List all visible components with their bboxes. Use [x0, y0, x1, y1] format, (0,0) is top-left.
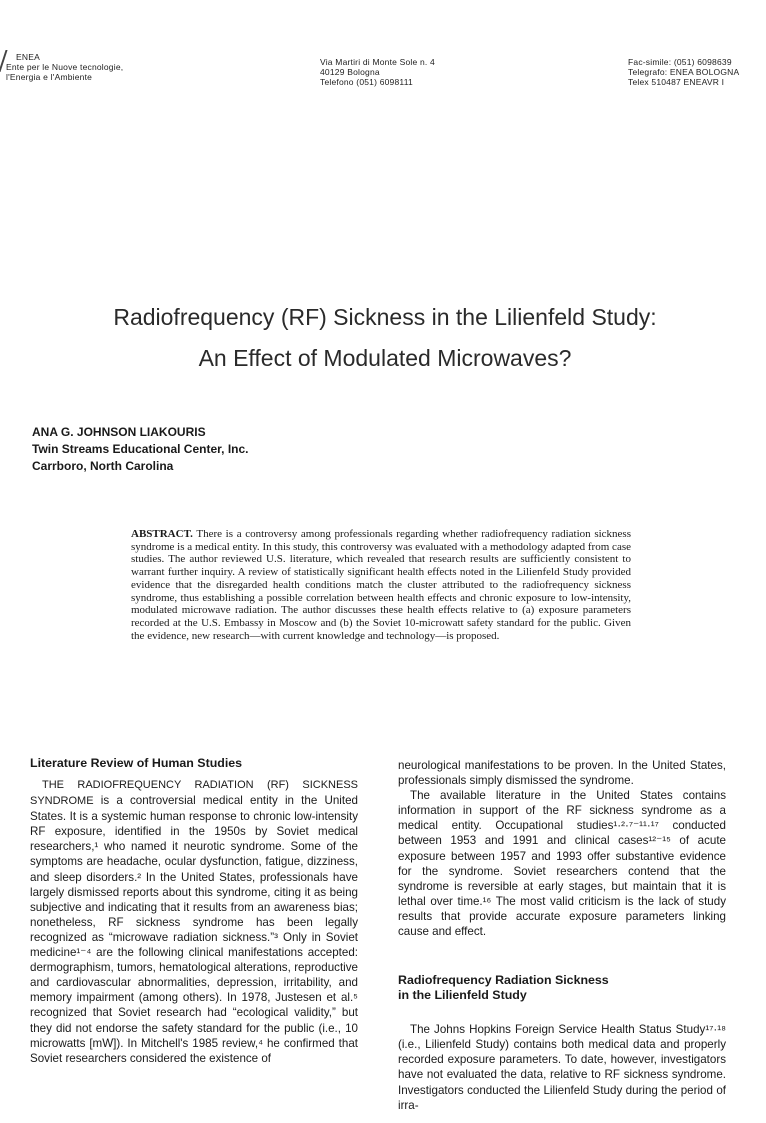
header-left-line: ENEA	[16, 52, 40, 62]
header-contact-line: Telex 510487 ENEAVR I	[628, 77, 725, 87]
continued-paragraph: neurological manifestations to be proven. In the United States, professionals simply dismissed the syndrome.	[398, 759, 726, 788]
section-heading-rf-sickness-lilienfeld	[398, 973, 726, 1003]
abstract-text: There is a controversy among professionals regarding whether radiofrequency radiation sickness syndrome is a medical entity. In this study, this controversy was evaluated with a methodology adapted from case studies. The author reviewed U.S. literature, which revealed that research results are sufficiently consistent to warrant further inquiry. A review of statistically significant health effects noted in the Lilienfeld Study provided evidence that the disregarded health conditions match the cluster attributed to the radiofrequency sickness syndrome, thus establishing a possible correlation between health effects and chronic exposure to low-intensity, modulated microwave radiation. The author discusses these health effects relative to (a) exposure parameters recorded at the U.S. Embassy in Moscow and (b) the Soviet 10-microwatt safety standard for the public. Given the evidence, new research—with current knowledge and technology—is proposed.	[131, 528, 631, 642]
header-contact-line: Telegrafo: ENEA BOLOGNA	[628, 67, 740, 77]
abstract	[131, 528, 631, 642]
intro-paragraph-text: is a controversial medical entity in the United States. It is a systemic human response to chronic low-intensity RF exposure, identified in the 1950s by Soviet medical researchers,¹ who named it neurotic syndrome. Some of the symptoms are headache, ocular dysfunction, fatigue, dizziness, and sleep disorders.² In the United States, professionals have largely dismissed reports about this syndrome, citing it as being subjective and indicating that it results from an awareness bias; nonetheless, RF sickness syndrome has been legally recognized as “microwave radiation sickness.”³ Only in Soviet medicine¹⁻⁴ are the following clinical manifestations accepted: dermographism, tumors, hematological alterations, reproductive and cardiovascular abnormalities, depression, irritability, and memory impairment (among others). In 1978, Justesen et al.⁵ recognized that Soviet research had “ecological validity,” but they did not endorse the safety standard for the public (i.e., 10 microwatts [mW]). In Mitchell's 1985 review,⁴ he confirmed that Soviet researchers considered the existence of	[30, 794, 358, 1065]
johns-hopkins-paragraph: The Johns Hopkins Foreign Service Health Status Study¹⁷·¹⁸ (i.e., Lilienfeld Study) contains both medical data and properly recorded exposure parameters. To date, however, investigators have not evaluated the data, relative to RF sickness syndrome. Investigators conducted the Lilienfeld Study during the period of irra-	[398, 1023, 726, 1112]
author-block	[32, 424, 249, 475]
header-address-line: Telefono (051) 6098111	[320, 77, 413, 87]
section-heading-literature-review: Literature Review of Human Studies	[30, 756, 243, 770]
author-location: Carrboro, North Carolina	[32, 459, 174, 473]
right-column	[398, 758, 726, 1113]
section-heading-line-1: Radiofrequency Radiation Sickness	[398, 973, 609, 988]
section-heading-line-2: in the Lilienfeld Study	[398, 988, 527, 1003]
header-address-line: 40129 Bologna	[320, 67, 380, 77]
paper-title	[60, 297, 710, 379]
available-literature-paragraph: The available literature in the United States contains information in support of the RF sickness syndrome as a medical entity. Occupational studies¹·²·⁷⁻¹¹·¹⁷ conducted between 1953 and 1991 and clinical cases¹²⁻¹⁵ of acute exposure between 1957 and 1993 offer substantive evidence for the syndrome. Soviet researchers contend that the syndrome is reversible at early stages, but maintain that it is lethal over time.¹⁶ The most valid criticism is the lack of study results that provide accurate exposure parameters linking cause and effect.	[398, 789, 726, 939]
abstract-label: ABSTRACT.	[131, 528, 193, 540]
intro-lead-caps: THE RADIOFREQUENCY RADIATION (RF) SICKNESS SYNDROME	[30, 779, 358, 808]
header-contact	[628, 57, 739, 87]
header-left-line: Ente per le Nuove tecnologie,	[6, 62, 124, 72]
header-address-line: Via Martiri di Monte Sole n. 4	[320, 57, 435, 67]
paper-title-line-1: Radiofrequency (RF) Sickness in the Lilienfeld Study:	[113, 304, 657, 330]
intro-paragraph	[30, 777, 358, 1066]
header-contact-line: Fac-simile: (051) 6098639	[628, 57, 732, 67]
header-left-letterhead	[6, 52, 123, 82]
header-left-line: l'Energia e l'Ambiente	[6, 72, 93, 82]
header-address	[320, 57, 435, 87]
author-affiliation: Twin Streams Educational Center, Inc.	[32, 442, 249, 456]
author-name: ANA G. JOHNSON LIAKOURIS	[32, 425, 206, 439]
left-column	[30, 756, 358, 1066]
paper-title-line-2: An Effect of Modulated Microwaves?	[198, 345, 572, 371]
